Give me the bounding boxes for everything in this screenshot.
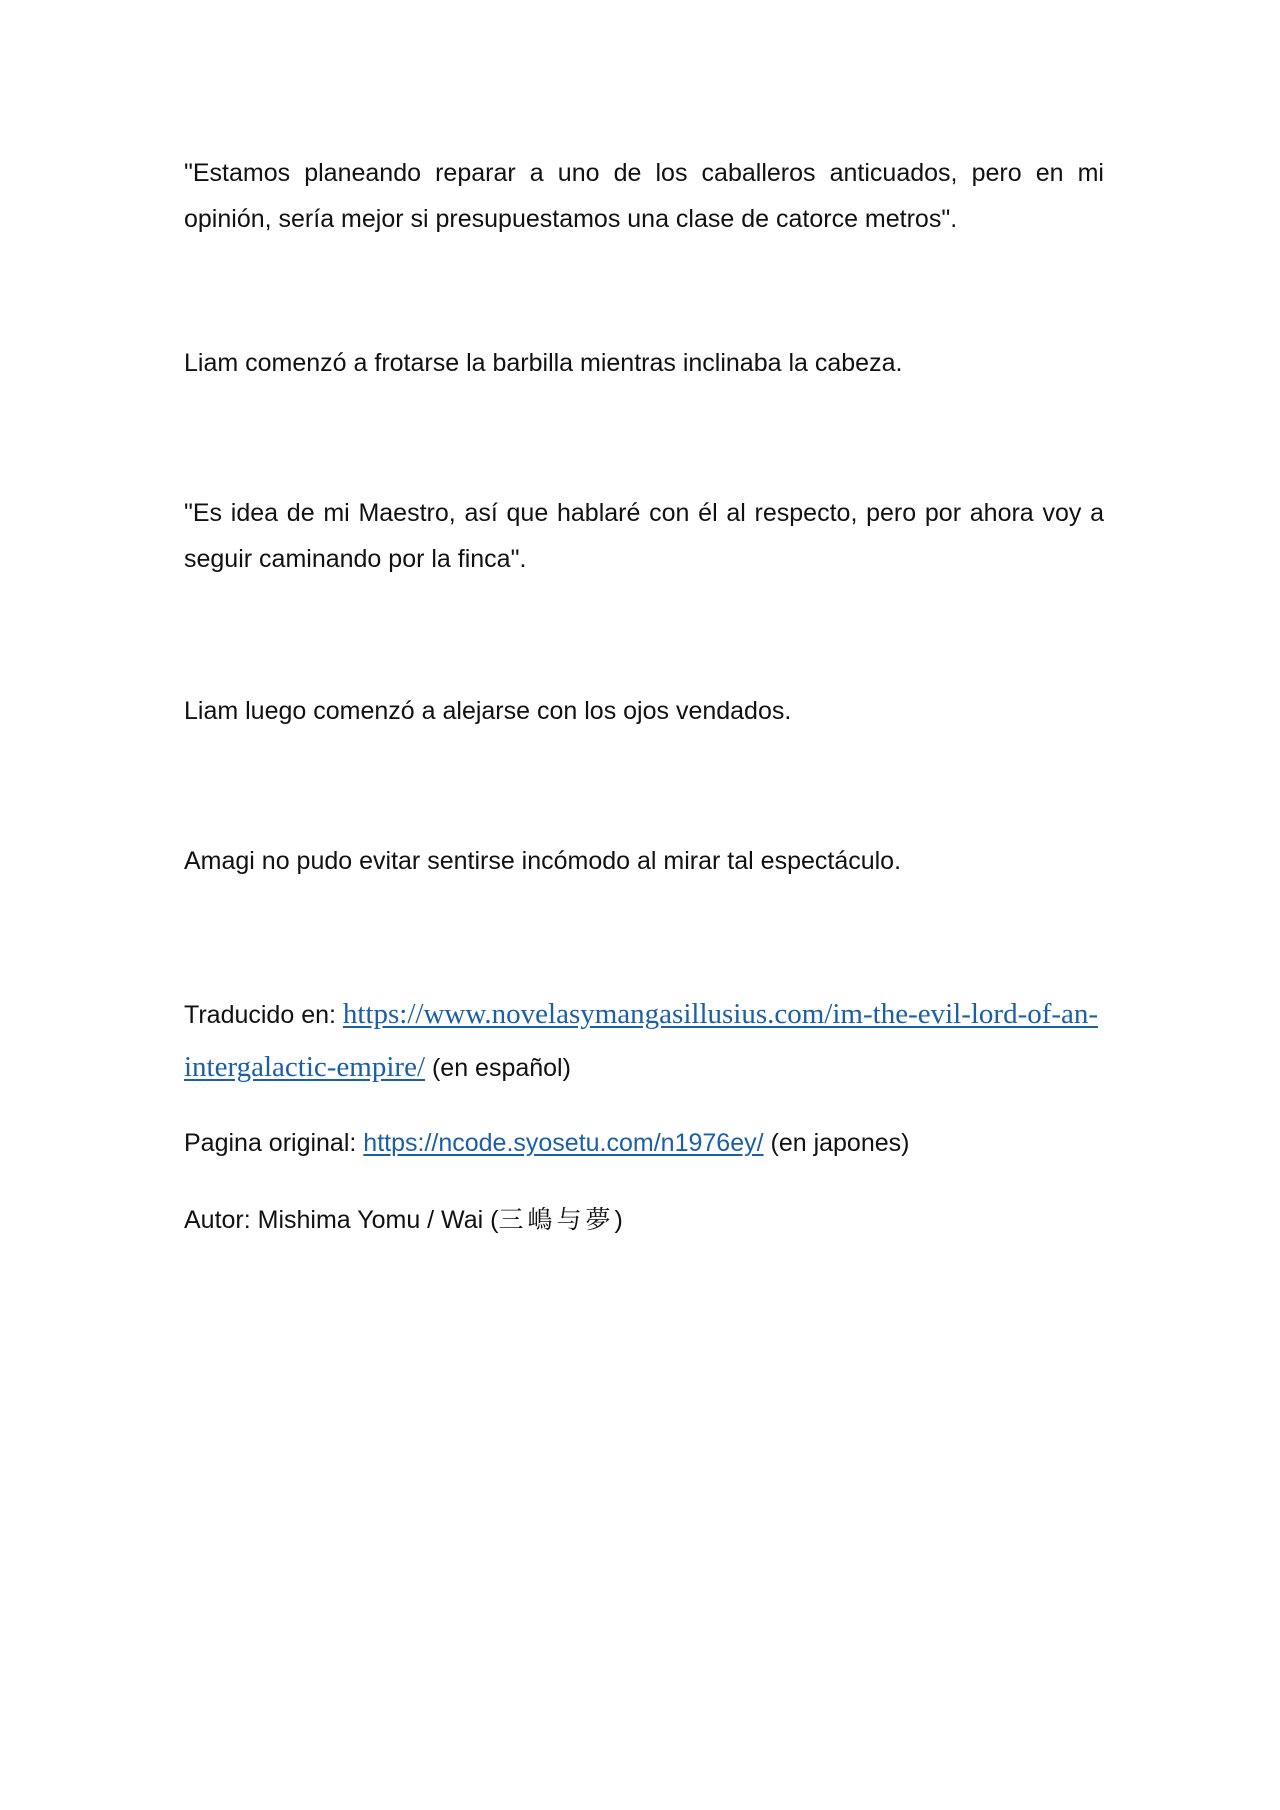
paragraph-3: "Es idea de mi Maestro, así que hablaré con él al respecto, pero por ahora voy a seguir caminando por la finca". <box>184 499 1104 573</box>
translated-link[interactable]: https://www.novelasymangasillusius.com/im-the-evil-lord-of-an-intergalactic-empire/ <box>184 998 1099 1083</box>
original-note: (en japones) <box>763 1129 910 1157</box>
author-close: ) <box>614 1206 623 1234</box>
paragraph-4: Liam luego comenzó a alejarse con los ojos vendados. <box>184 697 792 725</box>
original-link[interactable]: https://ncode.syosetu.com/n1976ey/ <box>363 1129 764 1157</box>
translated-credit <box>184 988 1104 1094</box>
translated-label: Traducido en: <box>184 1001 343 1029</box>
translated-note: (en español) <box>425 1054 571 1082</box>
paragraph-2: Liam comenzó a frotarse la barbilla mientras inclinaba la cabeza. <box>184 349 903 377</box>
author-kanji: 三嶋与夢 <box>498 1206 615 1234</box>
paragraph-1: "Estamos planeando reparar a uno de los caballeros anticuados, pero en mi opinión, sería mejor si presupuestamos una clase de catorce metros". <box>184 159 1104 233</box>
original-label: Pagina original: <box>184 1129 364 1157</box>
author-credit <box>184 1197 1104 1243</box>
original-credit <box>184 1120 1104 1166</box>
paragraph-5: Amagi no pudo evitar sentirse incómodo al mirar tal espectáculo. <box>184 847 902 875</box>
author-label: Autor: Mishima Yomu / Wai ( <box>184 1206 499 1234</box>
